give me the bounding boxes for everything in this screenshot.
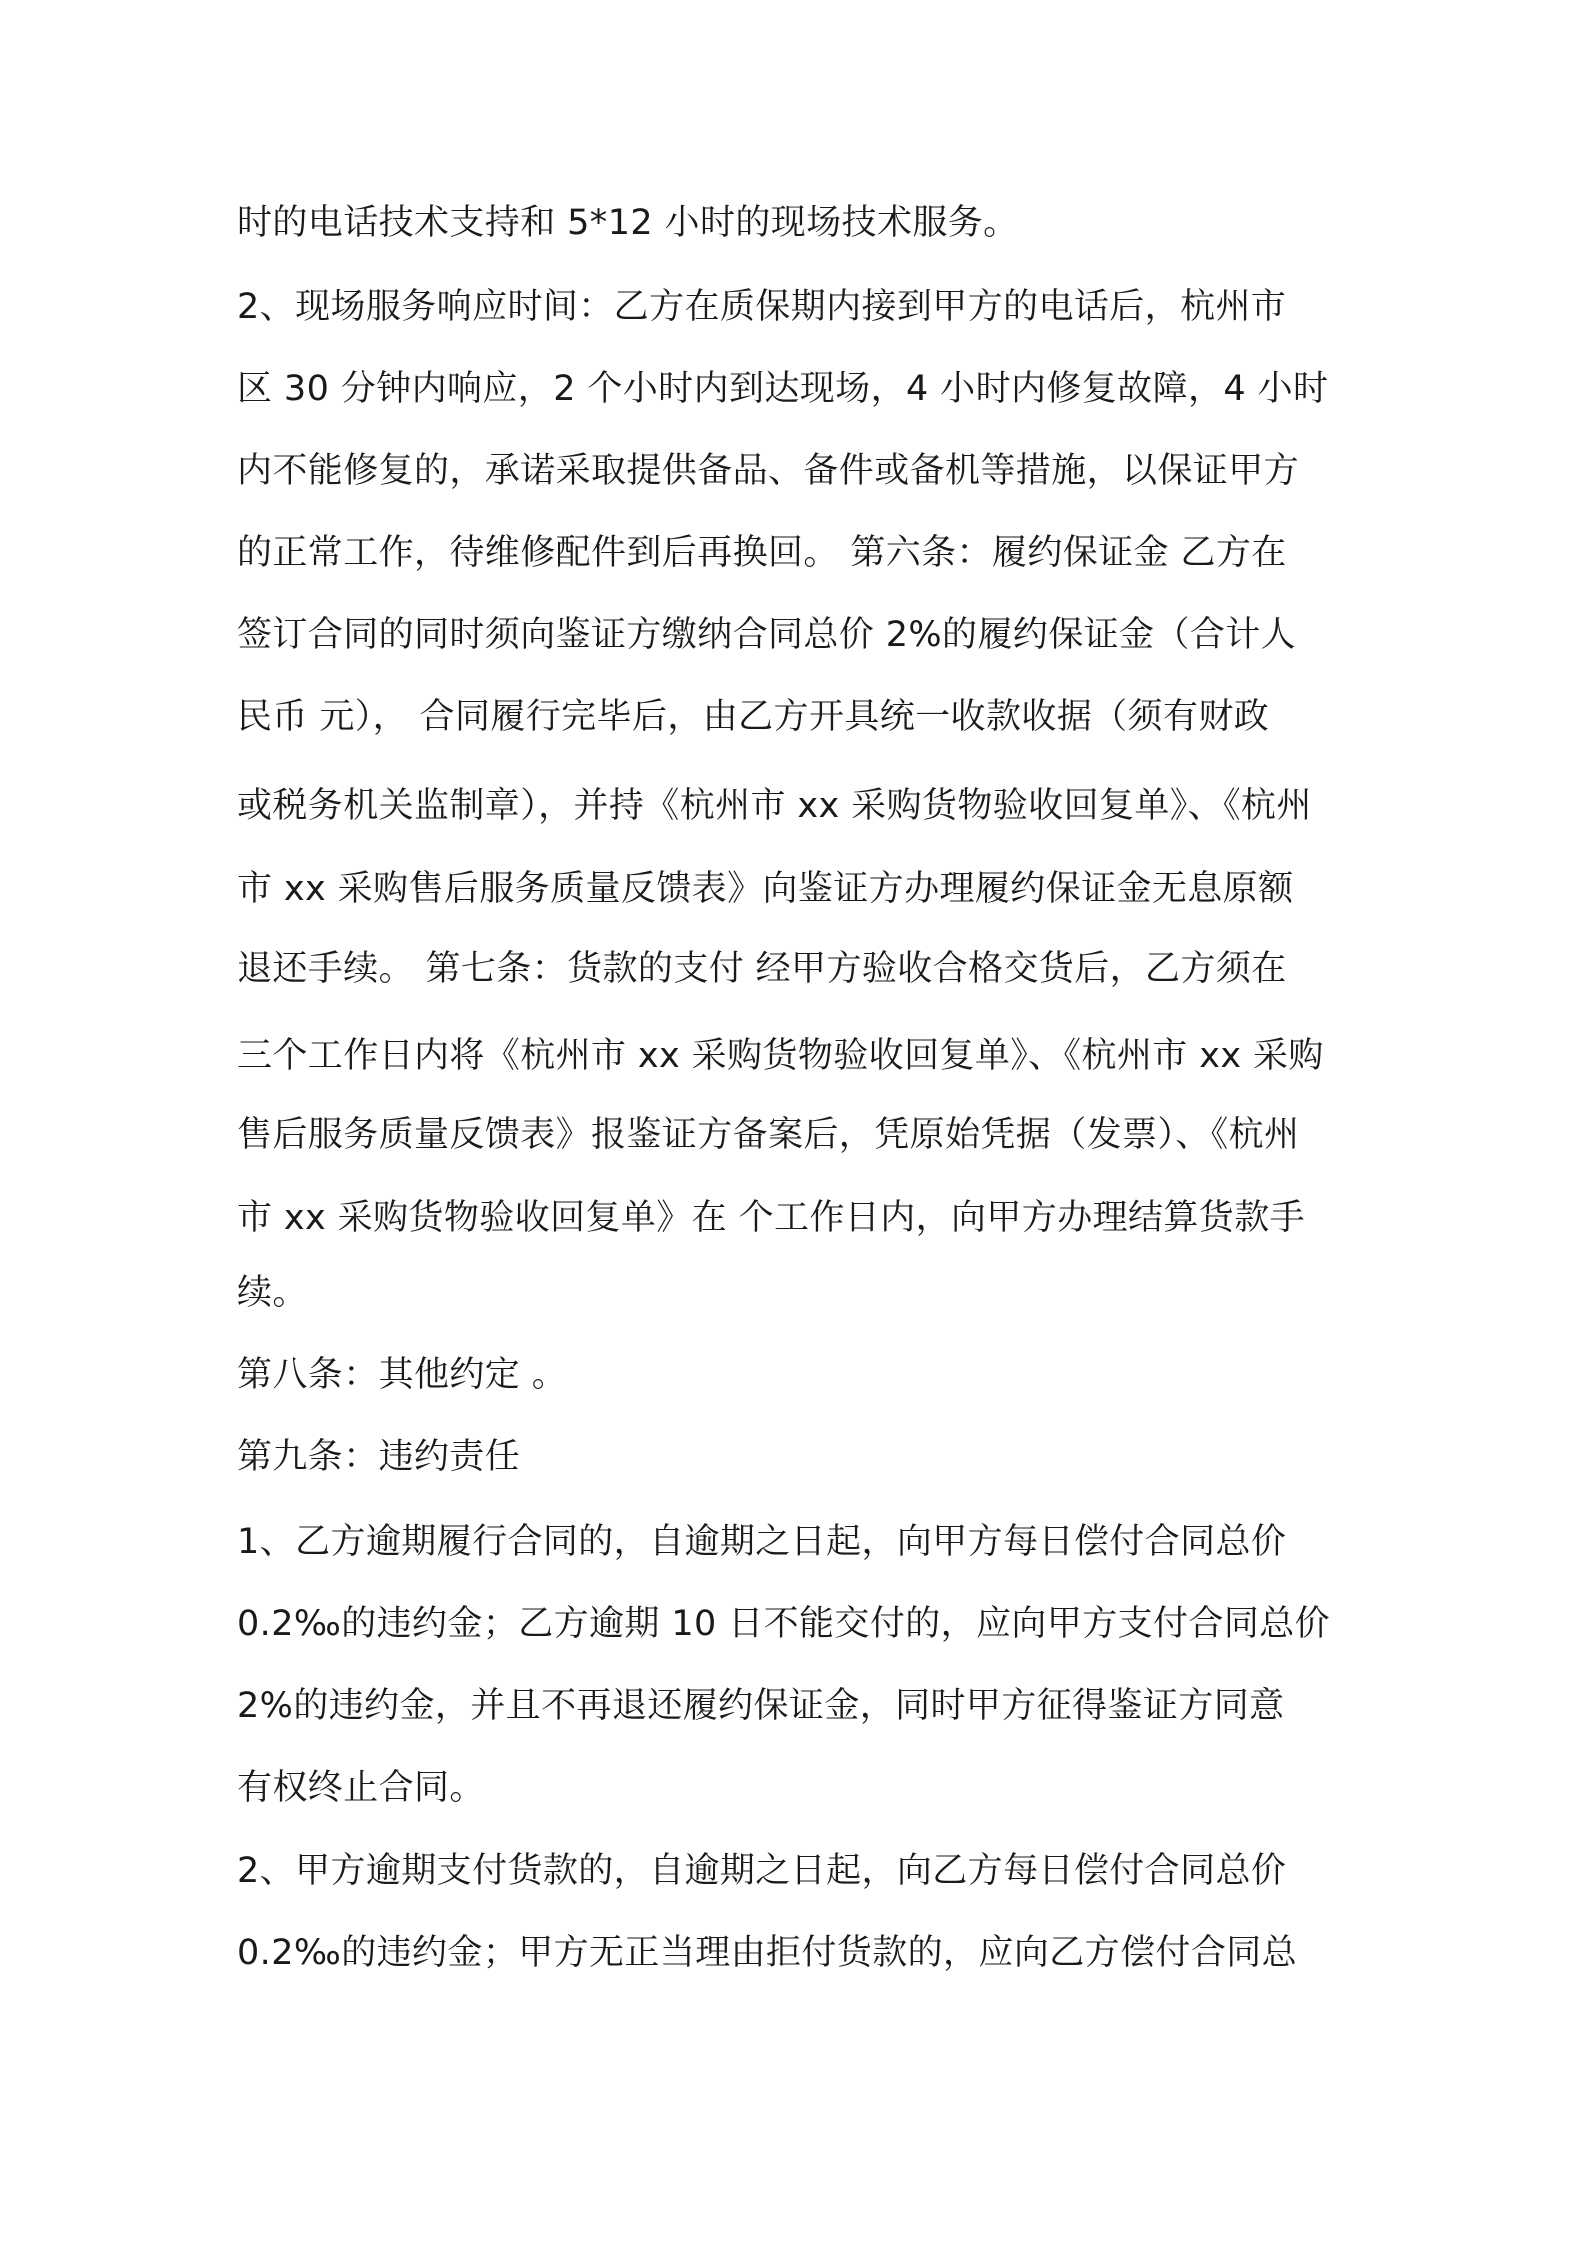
body-text-line: 有权终止合同。 — [237, 1768, 485, 1808]
body-text-line: 或税务机关监制章），并持《杭州市 xx 采购货物验收回复单》、《杭州 — [237, 786, 1312, 826]
body-text-line: 0.2‰的违约金；甲方无正当理由拒付货款的，应向乙方偿付合同总 — [237, 1933, 1298, 1973]
body-text-line: 市 xx 采购货物验收回复单》在 个工作日内，向甲方办理结算货款手 — [237, 1198, 1306, 1238]
body-text-line: 三个工作日内将《杭州市 xx 采购货物验收回复单》、《杭州市 xx 采购 — [237, 1036, 1324, 1076]
body-text-line: 时的电话技术支持和 5*12 小时的现场技术服务。 — [237, 203, 1019, 243]
section-heading: 第九条：违约责任 — [237, 1437, 521, 1477]
body-text-line: 2、现场服务响应时间：乙方在质保期内接到甲方的电话后，杭州市 — [237, 287, 1287, 327]
body-text-line: 区 30 分钟内响应，2 个小时内到达现场，4 小时内修复故障，4 小时 — [237, 369, 1329, 409]
body-text-line: 退还手续。 第七条：货款的支付 经甲方验收合格交货后，乙方须在 — [237, 949, 1287, 989]
body-text-line: 售后服务质量反馈表》报鉴证方备案后，凭原始凭据（发票）、《杭州 — [237, 1115, 1300, 1155]
body-text-line: 签订合同的同时须向鉴证方缴纳合同总价 2%的履约保证金（合计人 — [237, 615, 1297, 655]
body-text-line: 市 xx 采购售后服务质量反馈表》向鉴证方办理履约保证金无息原额 — [237, 869, 1294, 909]
body-text-line: 2、甲方逾期支付货款的，自逾期之日起，向乙方每日偿付合同总价 — [237, 1851, 1287, 1891]
section-heading: 第八条：其他约定 。 — [237, 1355, 568, 1395]
body-text-line: 内不能修复的，承诺采取提供备品、备件或备机等措施，以保证甲方 — [237, 451, 1300, 491]
body-text-line: 1、乙方逾期履行合同的，自逾期之日起，向甲方每日偿付合同总价 — [237, 1522, 1287, 1562]
body-text-line: 民币 元）， 合同履行完毕后，由乙方开具统一收款收据（须有财政 — [237, 697, 1270, 737]
body-text-line: 0.2‰的违约金；乙方逾期 10 日不能交付的，应向甲方支付合同总价 — [237, 1604, 1331, 1644]
body-text-line: 2%的违约金，并且不再退还履约保证金，同时甲方征得鉴证方同意 — [237, 1686, 1285, 1726]
body-text-line: 的正常工作，待维修配件到后再换回。 第六条：履约保证金 乙方在 — [237, 533, 1287, 573]
body-text-line: 续。 — [237, 1273, 308, 1313]
